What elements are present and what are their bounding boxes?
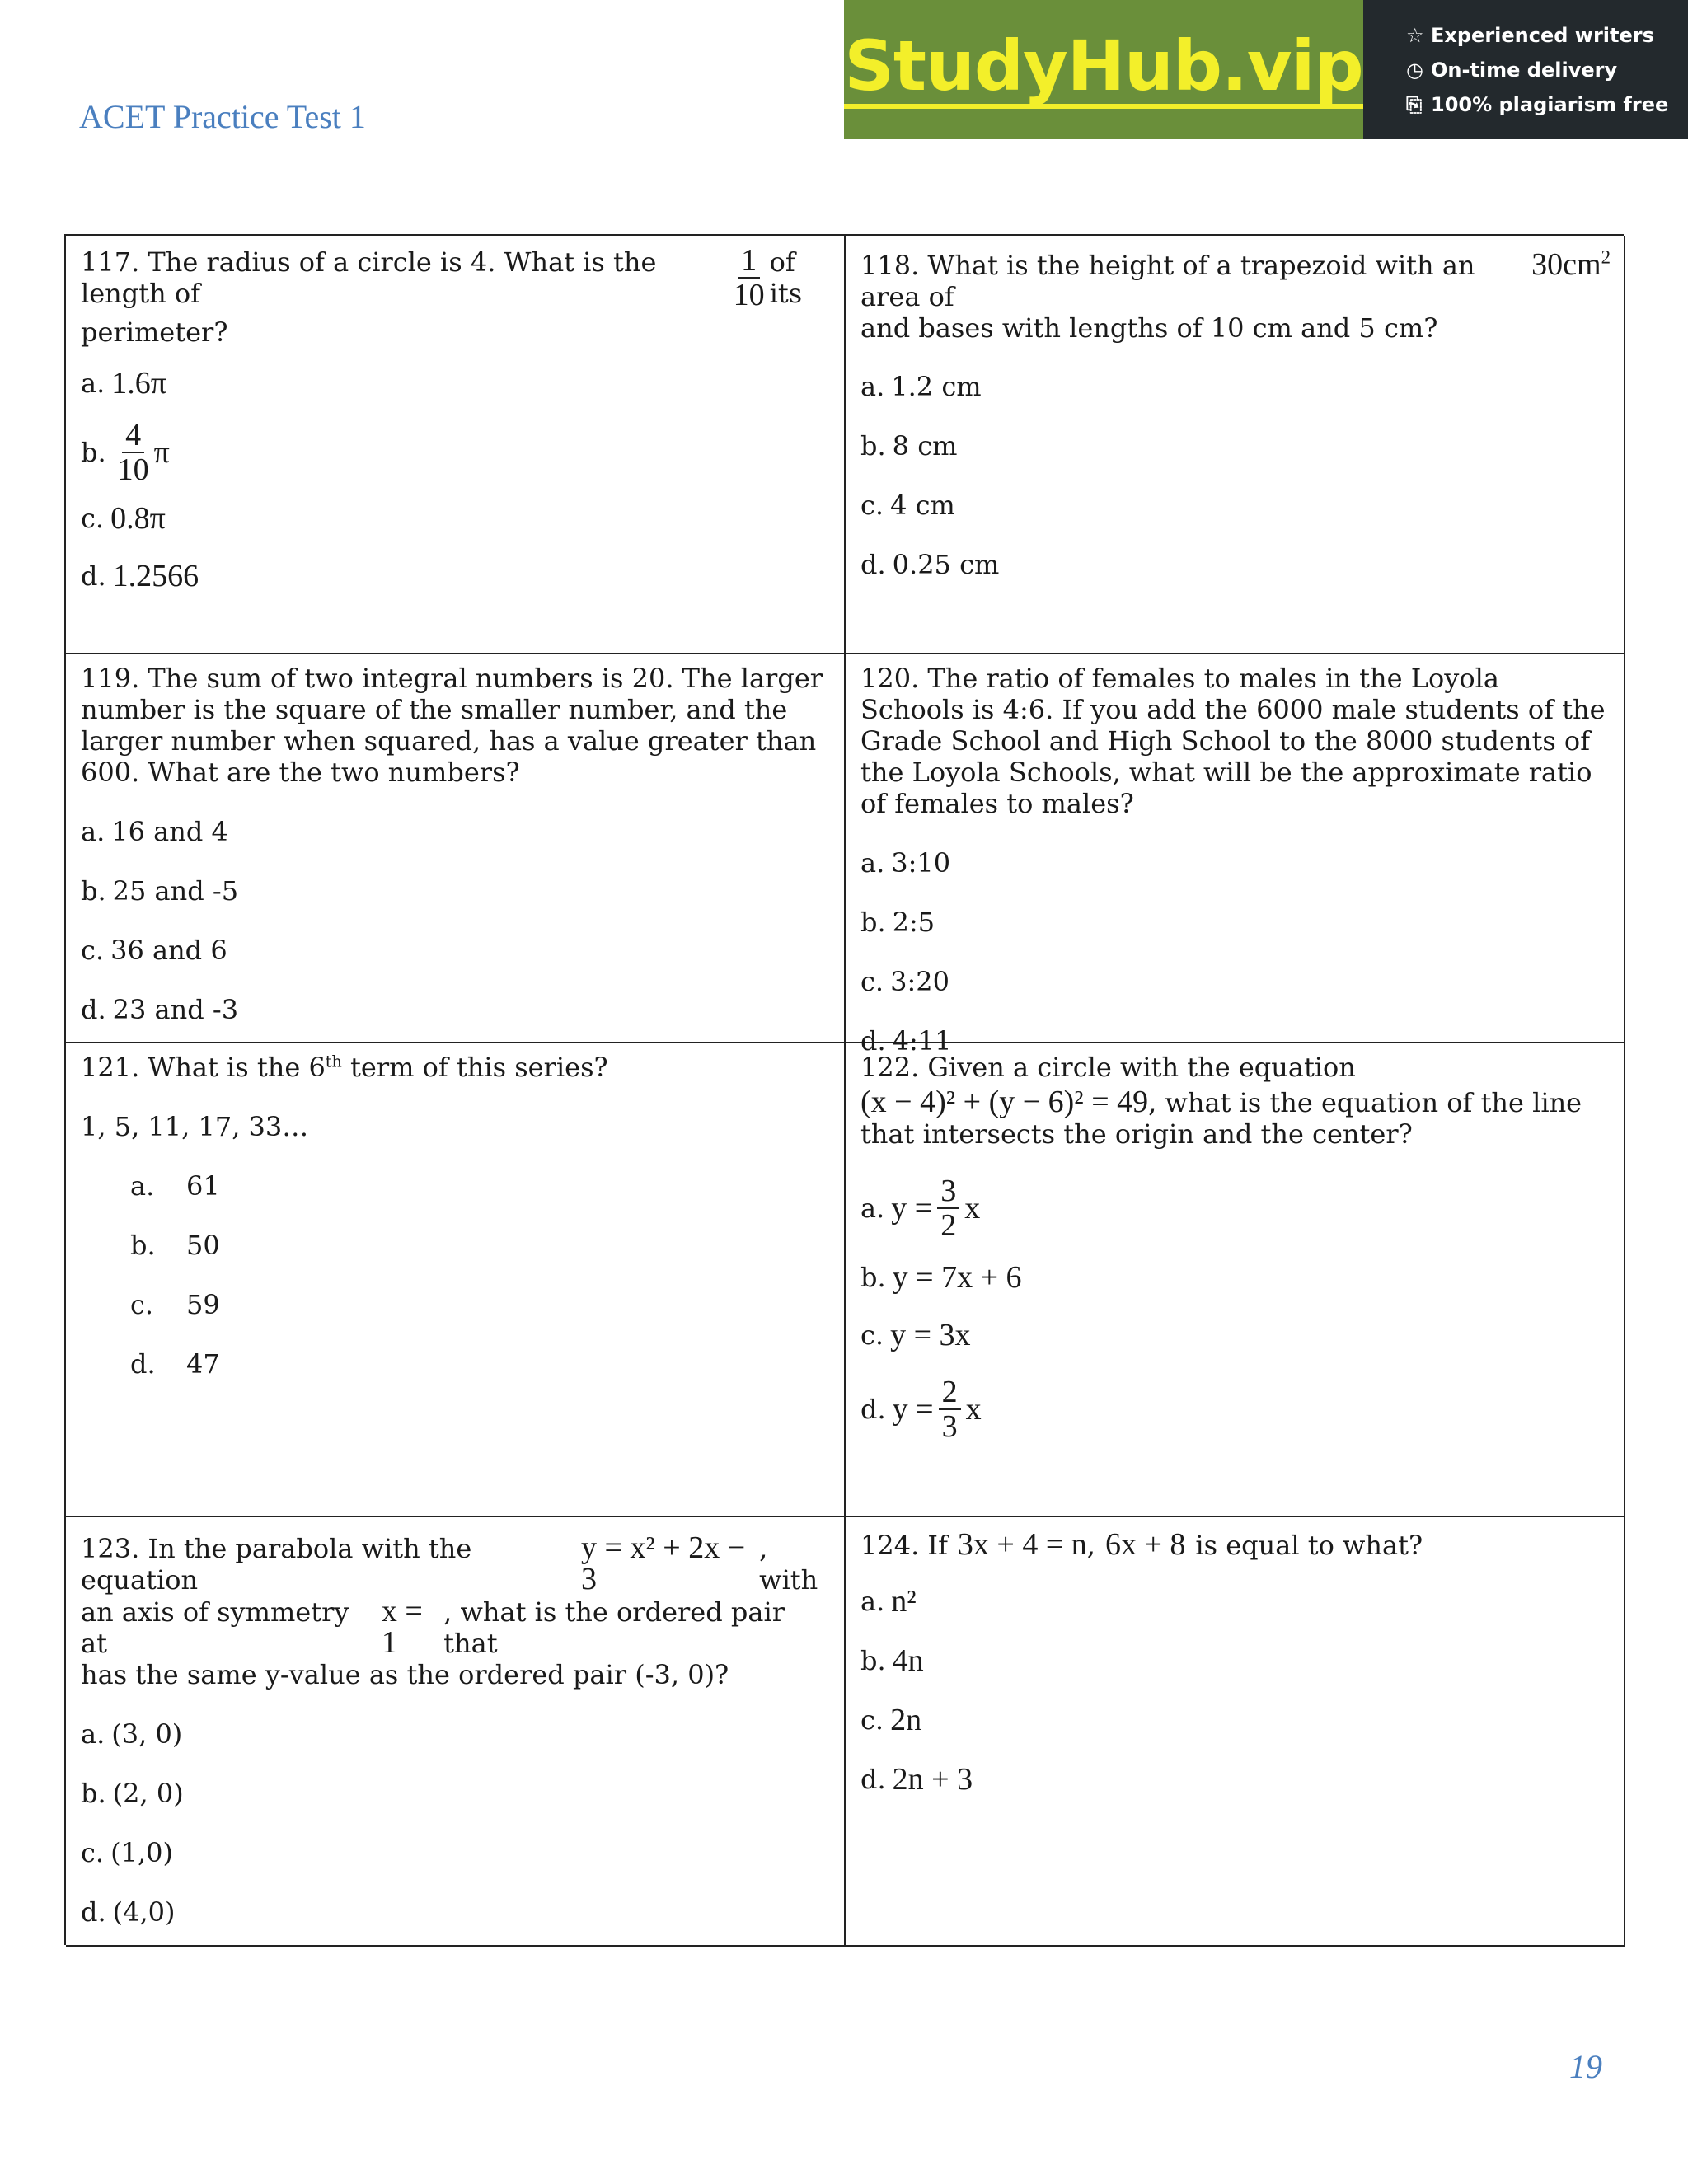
answer-option[interactable]: a. n² bbox=[860, 1584, 917, 1619]
question-stem: 117. The radius of a circle is 4. What is the length of bbox=[81, 246, 657, 309]
clock-icon: ◷ bbox=[1406, 58, 1423, 82]
star-icon: ☆ bbox=[1406, 23, 1424, 47]
answer-option[interactable]: b. $\frac{4}{10}$ π bbox=[81, 418, 170, 487]
answer-option[interactable]: a. 1.6π bbox=[81, 366, 166, 401]
banner-feature-text: 100% plagiarism free bbox=[1431, 92, 1669, 116]
answer-option[interactable]: a. y = $\frac{3}{2}$ x bbox=[860, 1174, 981, 1243]
question-stem: 118. What is the height of a trapezoid with an area of bbox=[860, 250, 1475, 312]
math-expression: (x − 4)² + (y − 6)² = 49 bbox=[860, 1085, 1149, 1119]
question-119 bbox=[66, 654, 846, 1043]
answer-option[interactable]: d. 47 bbox=[130, 1348, 220, 1380]
answer-option[interactable]: c. 0.8π bbox=[81, 501, 166, 536]
fraction: $\frac{3}{2}$ bbox=[937, 1174, 959, 1242]
question-123 bbox=[66, 1517, 846, 1947]
answer-option[interactable]: b. 4n bbox=[860, 1643, 924, 1678]
questions-table bbox=[64, 234, 1624, 1945]
question-stem: an axis of symmetry at bbox=[81, 1596, 349, 1659]
answer-option[interactable]: b. 8 cm bbox=[860, 430, 958, 462]
question-stem: 123. In the parabola with the equation bbox=[81, 1533, 472, 1596]
banner-brand-area bbox=[844, 0, 1363, 139]
question-stem: 124. If bbox=[860, 1530, 948, 1561]
answer-options bbox=[81, 1170, 831, 1380]
answer-option[interactable]: b. 50 bbox=[130, 1230, 220, 1261]
question-stem: perimeter? bbox=[81, 316, 228, 348]
document-icon: ⎘ bbox=[1406, 92, 1423, 116]
question-121 bbox=[66, 1043, 846, 1517]
answer-option[interactable]: b. 2:5 bbox=[860, 907, 935, 938]
question-stem: that intersects the origin and the center? bbox=[860, 1118, 1413, 1150]
math-expression: y = x² + 2x − 3 bbox=[580, 1530, 746, 1596]
banner-feature bbox=[1406, 87, 1688, 122]
math-expression: x = 1 bbox=[381, 1594, 423, 1660]
answer-option[interactable]: a. 16 and 4 bbox=[81, 816, 228, 847]
answer-option[interactable]: a. 3:10 bbox=[860, 847, 951, 879]
question-stem: , what is the equation of the line bbox=[1148, 1087, 1582, 1118]
answer-option[interactable]: d. 2n + 3 bbox=[860, 1762, 973, 1797]
answer-option[interactable]: d. 1.2566 bbox=[81, 559, 199, 593]
answer-option[interactable]: d. 23 and -3 bbox=[81, 994, 239, 1025]
answer-option[interactable]: c. 59 bbox=[130, 1289, 220, 1320]
question-stem: , bbox=[1086, 1530, 1095, 1561]
question-stem: 121. What is the 6th term of this series? bbox=[81, 1052, 608, 1083]
answer-option[interactable]: c. (1,0) bbox=[81, 1837, 173, 1868]
fraction: $\frac{2}{3}$ bbox=[939, 1376, 961, 1443]
answer-option[interactable]: b. y = 7x + 6 bbox=[860, 1260, 1022, 1295]
answer-option[interactable]: c. 36 and 6 bbox=[81, 935, 227, 966]
document-header-title: ACET Practice Test 1 bbox=[79, 98, 366, 135]
answer-option[interactable]: a. 61 bbox=[130, 1170, 220, 1202]
answer-option[interactable]: b. 25 and -5 bbox=[81, 875, 239, 907]
question-122 bbox=[846, 1043, 1625, 1517]
math-expression: 6x + 8 bbox=[1104, 1527, 1186, 1562]
question-stem: , what is the ordered pair that bbox=[443, 1596, 785, 1659]
page-number: 19 bbox=[1569, 2048, 1602, 2085]
banner-feature bbox=[1406, 18, 1688, 53]
question-stem: , with bbox=[759, 1533, 818, 1596]
question-stem: has the same y-value as the ordered pair (-3, 0)? bbox=[81, 1659, 729, 1690]
math-expression: 3x + 4 = n bbox=[957, 1527, 1087, 1562]
banner-features bbox=[1363, 0, 1688, 139]
banner-feature-text: Experienced writers bbox=[1431, 23, 1654, 47]
question-117 bbox=[66, 236, 846, 654]
answer-option[interactable]: d. (4,0) bbox=[81, 1896, 176, 1928]
question-stem: of its bbox=[769, 246, 803, 309]
question-stem: and bases with lengths of 10 cm and 5 cm? bbox=[860, 312, 1438, 344]
question-stem: 119. The sum of two integral numbers is 20. The larger number is the square of the smaller number, and the larger number when squared, has a value greater than 600. What are the two numbers? bbox=[81, 663, 823, 788]
answer-option[interactable]: c. y = 3x bbox=[860, 1318, 971, 1352]
banner-brand-logo: StudyHub.vip bbox=[844, 31, 1362, 109]
question-120 bbox=[846, 654, 1625, 1057]
question-118 bbox=[846, 236, 1625, 654]
math-expression: $30cm^2$ bbox=[1531, 246, 1611, 282]
answer-option[interactable]: d. y = $\frac{2}{3}$ x bbox=[860, 1375, 982, 1444]
fraction: $\frac{1}{10}$ bbox=[733, 243, 765, 312]
question-stem: 122. Given a circle with the equation bbox=[860, 1052, 1356, 1083]
answer-option[interactable]: a. 1.2 cm bbox=[860, 371, 982, 402]
question-stem: is equal to what? bbox=[1195, 1530, 1423, 1561]
answer-option[interactable]: d. 4:11 bbox=[860, 1025, 952, 1057]
question-124 bbox=[846, 1517, 1625, 1947]
answer-option[interactable]: d. 0.25 cm bbox=[860, 549, 1000, 580]
answer-option[interactable]: a. (3, 0) bbox=[81, 1718, 183, 1750]
number-series: 1, 5, 11, 17, 33… bbox=[81, 1111, 309, 1142]
fraction: $\frac{4}{10}$ bbox=[117, 418, 149, 487]
banner-feature-text: On-time delivery bbox=[1431, 58, 1618, 82]
banner-feature bbox=[1406, 53, 1688, 87]
answer-option[interactable]: c. 4 cm bbox=[860, 490, 955, 521]
answer-option[interactable]: b. (2, 0) bbox=[81, 1778, 184, 1809]
answer-option[interactable]: c. 2n bbox=[860, 1703, 922, 1737]
answer-option[interactable]: c. 3:20 bbox=[860, 966, 950, 997]
question-stem: 120. The ratio of females to males in the Loyola Schools is 4:6. If you add the 6000 male students of the Grade School and High School to the 8000 students of the Loyola Schools, what will be the approximate ratio of females to males? bbox=[860, 663, 1606, 819]
studyhub-banner[interactable] bbox=[844, 0, 1688, 139]
